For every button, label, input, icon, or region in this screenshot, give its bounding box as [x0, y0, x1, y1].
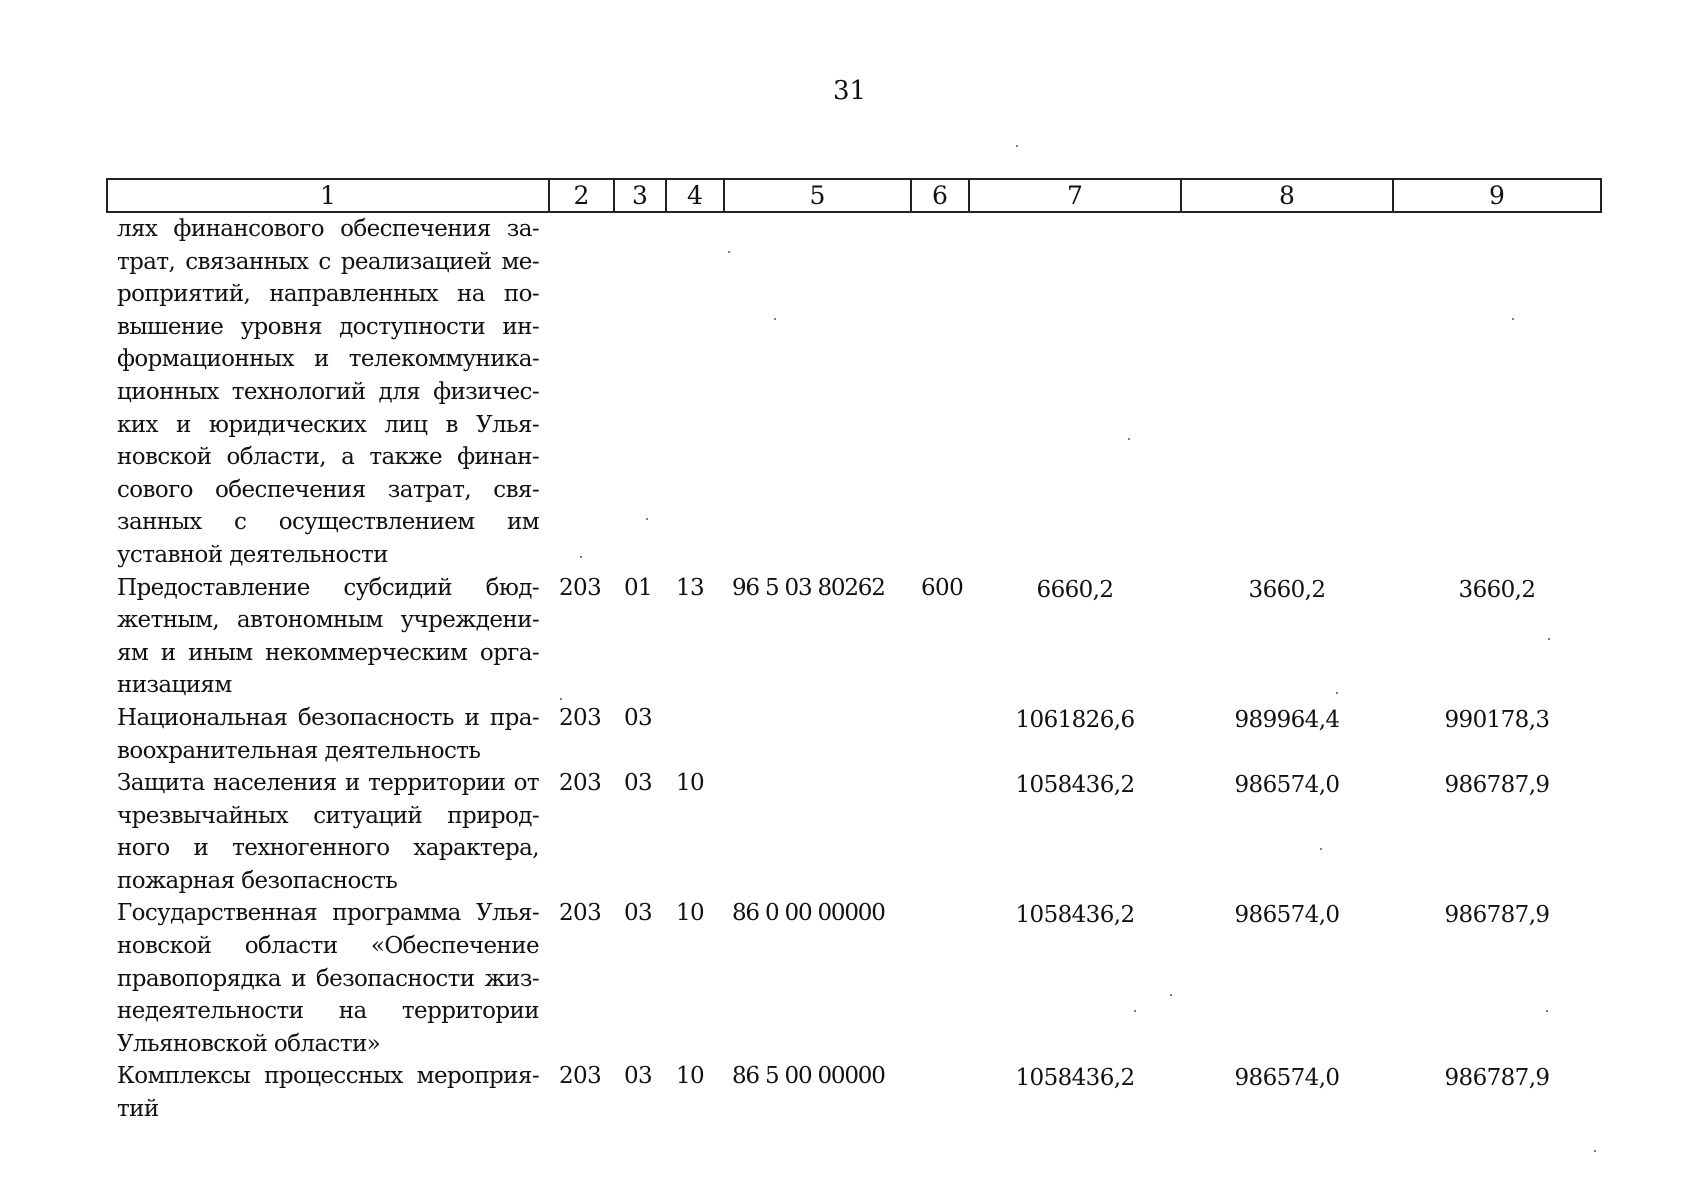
table-row	[107, 702, 1601, 767]
row-admin-code: 203	[559, 770, 602, 797]
row-amount-col7: 1058436,2	[1015, 772, 1135, 799]
row-name: Национальная безопасность и пра-воохранительная деятельность	[117, 704, 539, 764]
header-col-2: 2	[549, 179, 614, 212]
row-section-code	[614, 212, 666, 572]
header-col-8: 8	[1181, 179, 1393, 212]
row-expense-type	[911, 767, 969, 897]
row-section-code: 03	[624, 1063, 653, 1090]
table-header	[107, 179, 1601, 212]
row-name: Комплексы процессных мероприя-тий	[117, 1063, 539, 1123]
header-row	[107, 179, 1601, 212]
row-amount-col8: 986574,0	[1234, 1065, 1340, 1092]
header-col-9: 9	[1393, 179, 1601, 212]
row-expense-type	[911, 212, 969, 572]
row-expense-type	[911, 702, 969, 767]
row-admin-code	[549, 212, 614, 572]
row-amount-col8: 989964,4	[1234, 706, 1340, 733]
row-section-code: 01	[624, 574, 653, 601]
row-subsection-code	[666, 702, 724, 767]
row-name: Предоставление субсидий бюд-жетным, автономным учреждени-ям и иным некоммерческим орга-низациям	[117, 574, 539, 699]
table-row	[107, 1060, 1601, 1125]
row-target-article	[724, 212, 911, 572]
row-name: Защита населения и территории от чрезвычайных ситуаций природ-ного и техногенного характера, пожарная безопасность	[117, 770, 539, 894]
row-target-article: 86 5 00 00000	[732, 1063, 885, 1090]
row-amount-col8	[1181, 212, 1393, 572]
row-name: лях финансового обеспечения за-трат, связанных с реализацией ме-роприятий, направленных на по-вышение уровня доступности ин-формационных и телекоммуника-ционных технологий для физичес-ких и юридических лиц в Улья-новской области, а также финан-сового обеспечения затрат, свя-занных с осуществлением им уставной деятельности	[117, 216, 539, 568]
row-subsection-code: 10	[676, 900, 705, 927]
row-amount-col7: 1061826,6	[1015, 706, 1135, 733]
scan-speck	[1594, 1150, 1596, 1152]
row-subsection-code: 13	[676, 574, 705, 601]
row-target-article	[724, 702, 911, 767]
row-target-article: 96 5 03 80262	[732, 574, 885, 601]
table-row	[107, 897, 1601, 1060]
row-section-code: 03	[624, 900, 653, 927]
row-subsection-code: 10	[676, 1063, 705, 1090]
row-amount-col8: 3660,2	[1248, 576, 1326, 603]
header-col-5: 5	[724, 179, 911, 212]
row-target-article	[724, 767, 911, 897]
table-row	[107, 767, 1601, 897]
row-amount-col7: 6660,2	[1036, 576, 1114, 603]
row-section-code: 03	[624, 704, 653, 731]
row-amount-col9: 986787,9	[1444, 902, 1550, 929]
row-target-article: 86 0 00 00000	[732, 900, 885, 927]
row-admin-code: 203	[559, 1063, 602, 1090]
row-amount-col9: 3660,2	[1458, 576, 1536, 603]
row-amount-col7: 1058436,2	[1015, 902, 1135, 929]
header-col-7: 7	[969, 179, 1181, 212]
row-admin-code: 203	[559, 704, 602, 731]
row-subsection-code	[666, 212, 724, 572]
row-expense-type: 600	[921, 574, 964, 601]
row-amount-col7	[969, 212, 1181, 572]
row-admin-code: 203	[559, 900, 602, 927]
row-subsection-code: 10	[676, 770, 705, 797]
header-col-3: 3	[614, 179, 666, 212]
page-number: 31	[832, 76, 867, 106]
row-amount-col9: 986787,9	[1444, 772, 1550, 799]
header-col-1: 1	[107, 179, 549, 212]
row-expense-type	[911, 897, 969, 1060]
row-section-code: 03	[624, 770, 653, 797]
table-row	[107, 572, 1601, 702]
budget-table	[106, 178, 1602, 1126]
row-amount-col8: 986574,0	[1234, 772, 1340, 799]
header-col-6: 6	[911, 179, 969, 212]
row-amount-col9: 990178,3	[1444, 706, 1550, 733]
row-amount-col9	[1393, 212, 1601, 572]
row-name: Государственная программа Улья-новской области «Обеспечение правопорядка и безопасности жиз-недеятельности на территории Ульяновской области»	[117, 900, 539, 1057]
row-amount-col9: 986787,9	[1444, 1065, 1550, 1092]
row-amount-col7: 1058436,2	[1015, 1065, 1135, 1092]
table-row	[107, 212, 1601, 572]
row-amount-col8: 986574,0	[1234, 902, 1340, 929]
row-admin-code: 203	[559, 574, 602, 601]
row-expense-type	[911, 1060, 969, 1125]
scan-speck	[1016, 145, 1018, 147]
header-col-4: 4	[666, 179, 724, 212]
